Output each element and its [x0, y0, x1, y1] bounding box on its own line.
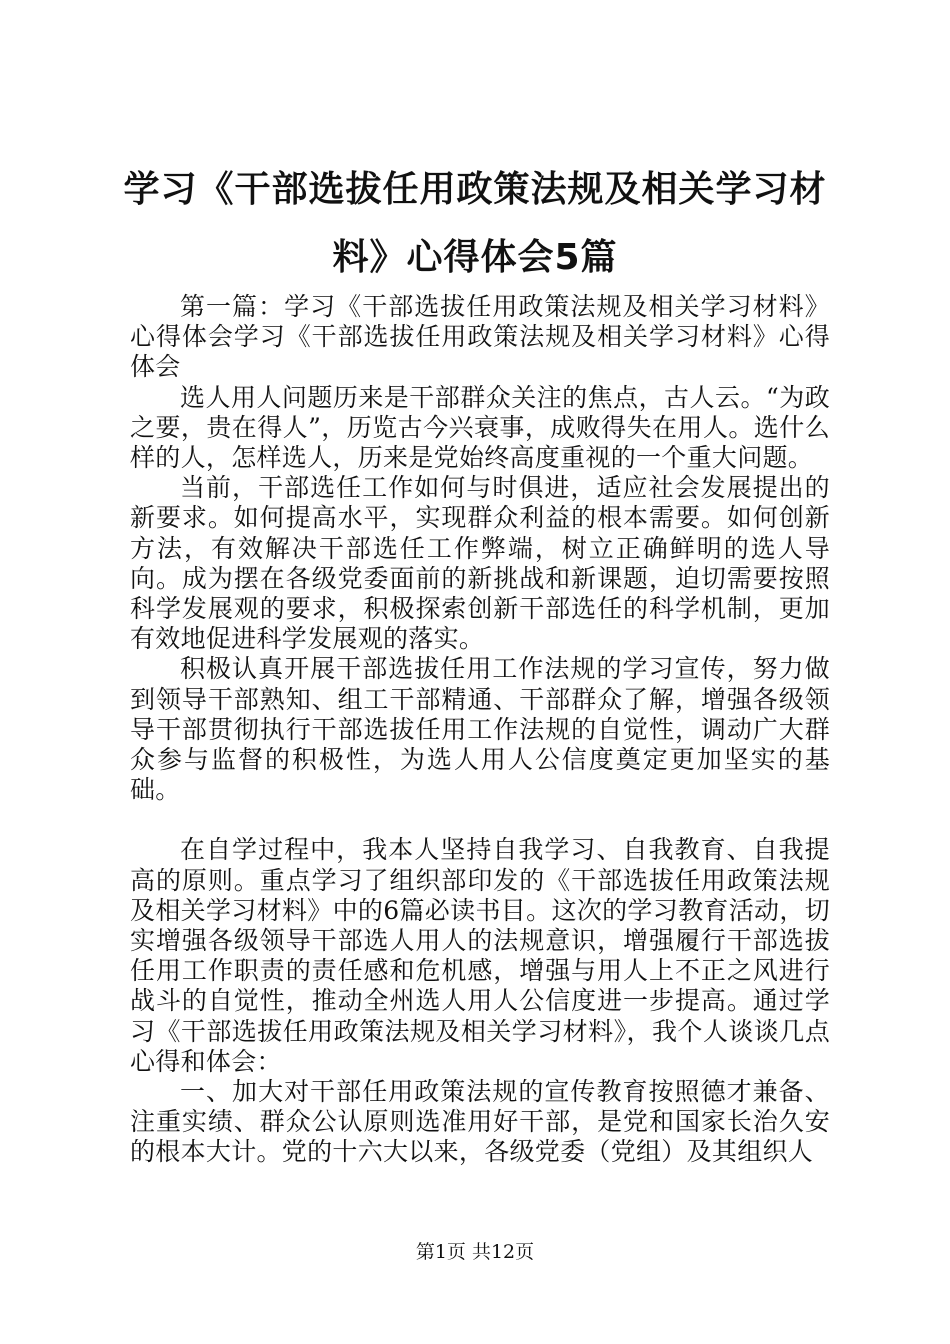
paragraph-intro: 第一篇：学习《干部选拔任用政策法规及相关学习材料》心得体会学习《干部选拔任用政策法规及相关学习材料》心得体会	[130, 292, 830, 382]
title-line-2: 料》心得体会5篇	[332, 237, 618, 278]
paragraph-study-promotion: 积极认真开展干部选拔任用工作法规的学习宣传，努力做到领导干部熟知、组工干部精通、干部群众了解，增强各级领导干部贯彻执行干部选拔任用工作法规的自觉性，调动广大群众参与监督的积极性，为选人用人公信度奠定更加坚实的基础。	[130, 654, 830, 805]
title-line-1: 学习《干部选拔任用政策法规及相关学习材	[123, 169, 827, 210]
document-title	[120, 156, 830, 292]
document-body	[130, 292, 830, 1168]
page-footer: 第1页 共12页	[415, 1241, 535, 1263]
paragraph-section-one: 一、加大对干部任用政策法规的宣传教育按照德才兼备、注重实绩、群众公认原则选准用好干部，是党和国家长治久安的根本大计。党的十六大以来，各级党委（党组）及其组织人	[130, 1077, 830, 1167]
paragraph-current-work: 当前，干部选任工作如何与时俱进，适应社会发展提出的新要求。如何提高水平，实现群众利益的根本需要。如何创新方法，有效解决干部选任工作弊端，树立正确鲜明的选人导向。成为摆在各级党委面前的新挑战和新课题，迫切需要按照科学发展观的要求，积极探索创新干部选任的科学机制，更加有效地促进科学发展观的落实。	[130, 473, 830, 654]
paragraph-gap	[130, 805, 830, 835]
paragraph-selection: 选人用人问题历来是干部群众关注的焦点，古人云。“为政之要，贵在得人”，历览古今兴衰事，成败得失在用人。选什么样的人，怎样选人，历来是党始终高度重视的一个重大问题。	[130, 382, 830, 473]
paragraph-self-study: 在自学过程中，我本人坚持自我学习、自我教育、自我提高的原则。重点学习了组织部印发的《干部选拔任用政策法规及相关学习材料》中的6篇必读书目。这次的学习教育活动，切实增强各级领导干部选人用人的法规意识，增强履行干部选拔任用工作职责的责任感和危机感，增强与用人上不正之风进行战斗的自觉性，推动全州选人用人公信度进一步提高。通过学习《干部选拔任用政策法规及相关学习材料》，我个人谈谈几点心得和体会：	[130, 835, 830, 1076]
